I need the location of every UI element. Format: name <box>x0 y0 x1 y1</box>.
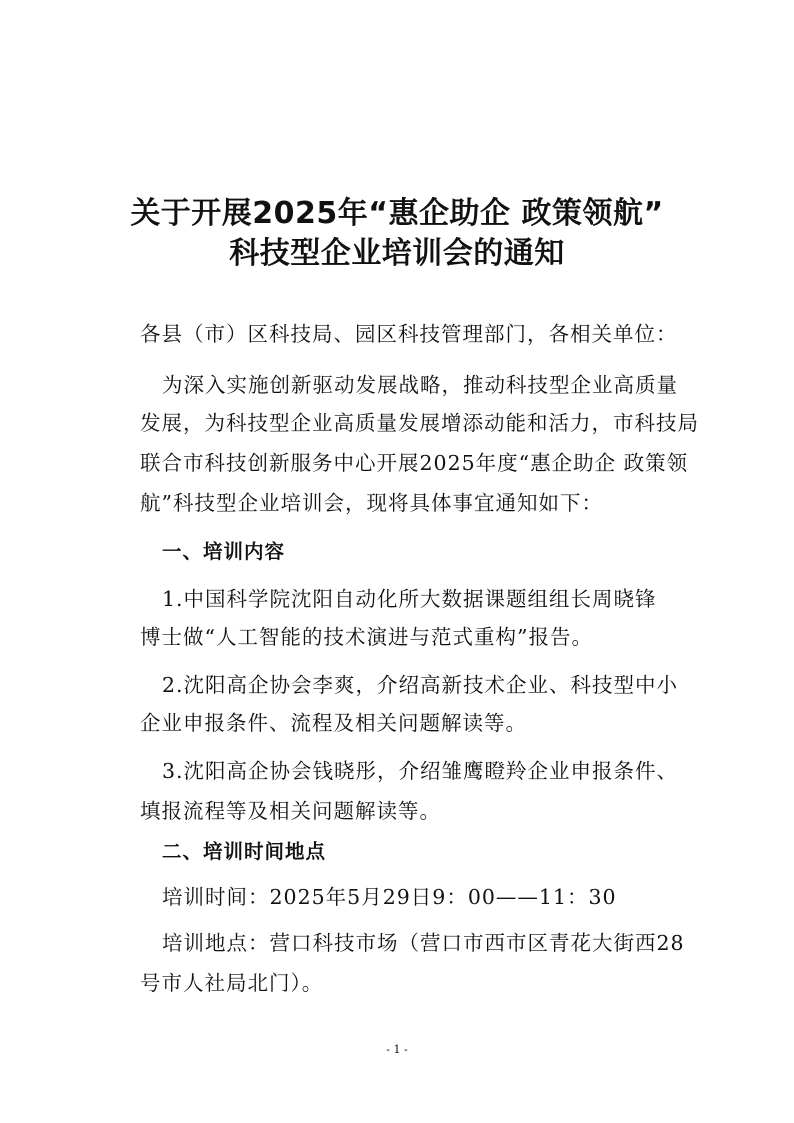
section-heading-training-content: 一、培训内容 <box>162 540 286 563</box>
content-item-1-line: 1.中国科学院沈阳自动化所大数据课题组组长周晓锋 <box>162 587 657 611</box>
salutation: 各县（市）区科技局、园区科技管理部门，各相关单位： <box>140 322 678 346</box>
page-number: - 1 - <box>386 1043 408 1056</box>
content-item-3-line: 填报流程等及相关问题解读等。 <box>140 799 441 823</box>
content-item-1-line: 博士做“人工智能的技术演进与范式重构”报告。 <box>140 625 593 649</box>
document-title-line-2: 科技型企业培训会的通知 <box>229 236 565 271</box>
document-title-line-1: 关于开展2025年“惠企助企 政策领航” <box>130 196 664 231</box>
section-heading-time-place: 二、培训时间地点 <box>162 840 327 863</box>
content-item-2-line: 企业申报条件、流程及相关问题解读等。 <box>140 711 527 735</box>
training-place-line: 培训地点：营口科技市场（营口市西市区青花大街西28 <box>162 931 685 955</box>
intro-line: 发展，为科技型企业高质量发展增添动能和活力，市科技局 <box>140 411 699 435</box>
training-place-line: 号市人社局北门）。 <box>140 971 324 995</box>
content-item-3-line: 3.沈阳高企协会钱晓彤，介绍雏鹰瞪羚企业申报条件、 <box>162 759 679 783</box>
content-item-2-line: 2.沈阳高企协会李爽，介绍高新技术企业、科技型中小 <box>162 673 679 697</box>
intro-line: 联合市科技创新服务中心开展2025年度“惠企助企 政策领 <box>140 451 689 475</box>
intro-line: 为深入实施创新驱动发展战略，推动科技型企业高质量 <box>162 373 678 397</box>
intro-line: 航”科技型企业培训会，现将具体事宜通知如下： <box>140 491 603 515</box>
training-time: 培训时间：2025年5月29日9：00——11：30 <box>162 885 617 909</box>
